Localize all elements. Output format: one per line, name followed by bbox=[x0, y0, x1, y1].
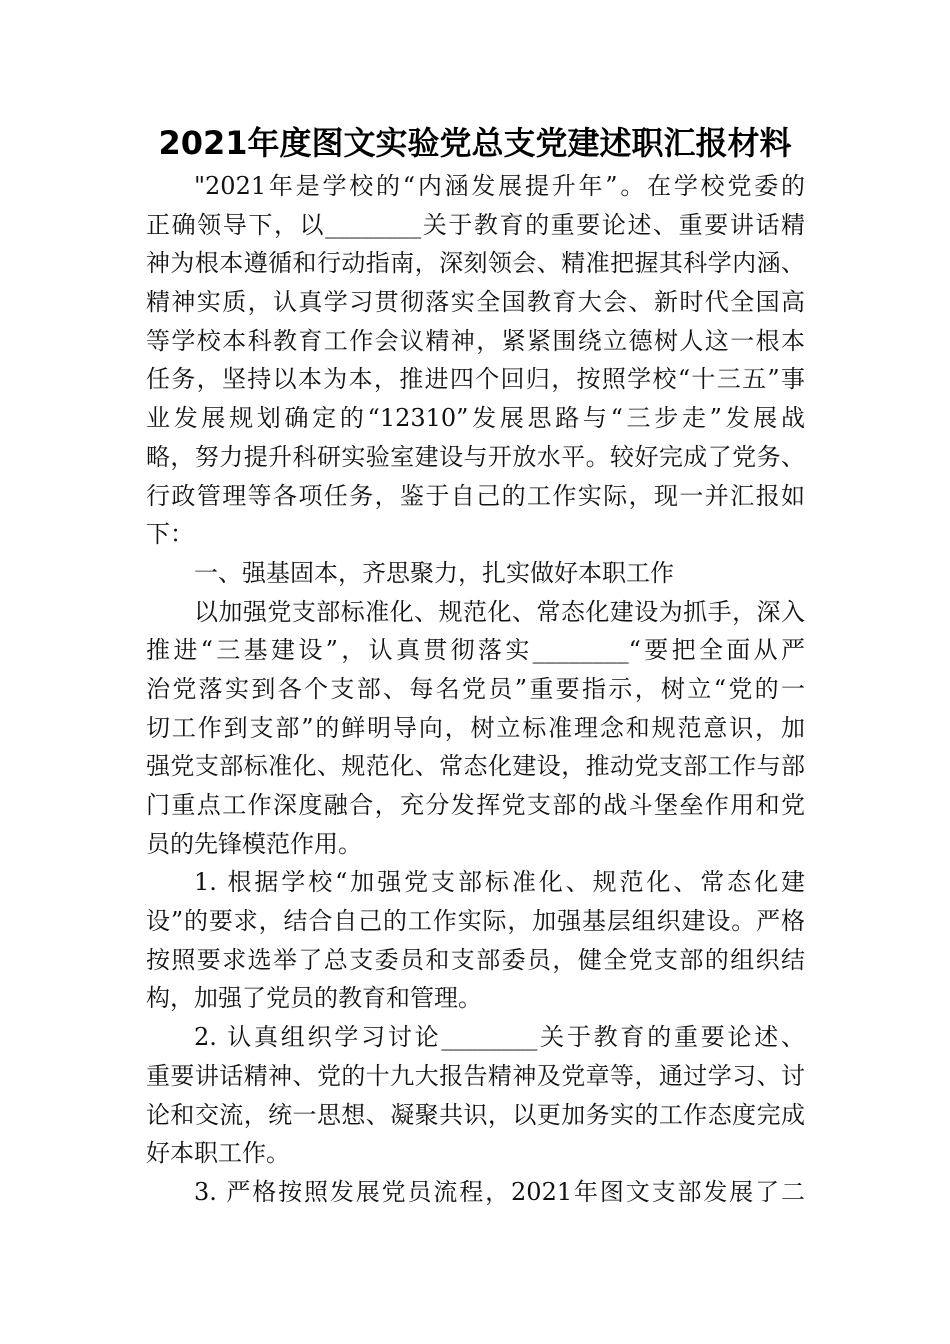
text-line: 以加强党支部标准化、规范化、常态化建设为抓手，深入 bbox=[194, 597, 805, 626]
text-line: 2. 认真组织学习讨论________关于教育的重要论述、 bbox=[194, 1023, 805, 1052]
text-line: 行政管理等各项任务，鉴于自己的工作实际，现一并汇报如 bbox=[146, 481, 805, 510]
text-line: 按照要求选举了总支委员和支部委员，健全党支部的组织结 bbox=[146, 945, 805, 974]
text-line: 1. 根据学校“加强党支部标准化、规范化、常态化建 bbox=[194, 868, 805, 897]
text-line: 构，加强了党员的教育和管理。 bbox=[146, 984, 482, 1013]
text-line: 论和交流，统一思想、凝聚共识，以更加务实的工作态度完成 bbox=[146, 1100, 805, 1129]
text-line: 略，努力提升科研实验室建设与开放水平。较好完成了党务、 bbox=[146, 442, 805, 471]
text-line: 推进“三基建设”，认真贯彻落实________“要把全面从严 bbox=[146, 636, 805, 665]
text-line: 重要讲话精神、党的十九大报告精神及党章等，通过学习、讨 bbox=[146, 1061, 805, 1090]
text-line: 一、强基固本，齐思聚力，扎实做好本职工作 bbox=[194, 558, 674, 587]
document-title: 2021年度图文实验党总支党建述职汇报材料 bbox=[158, 124, 792, 162]
text-line: 好本职工作。 bbox=[146, 1139, 290, 1168]
text-line: 设”的要求，结合自己的工作实际，加强基层组织建设。严格 bbox=[146, 907, 805, 936]
document-body bbox=[146, 167, 805, 1212]
text-line: 正确领导下，以________关于教育的重要论述、重要讲话精 bbox=[146, 210, 805, 239]
text-line: 切工作到支部”的鲜明导向，树立标准理念和规范意识，加 bbox=[146, 713, 805, 742]
text-line: 神为根本遵循和行动指南，深刻领会、精准把握其科学内涵、 bbox=[146, 249, 805, 278]
text-line: "2021年是学校的“内涵发展提升年”。在学校党委的 bbox=[194, 172, 805, 200]
text-line: 下： bbox=[146, 520, 194, 549]
text-line: 精神实质，认真学习贯彻落实全国教育大会、新时代全国高 bbox=[146, 288, 805, 317]
text-line: 治党落实到各个支部、每名党员”重要指示，树立“党的一 bbox=[146, 674, 805, 703]
text-line: 3. 严格按照发展党员流程，2021年图文支部发展了二 bbox=[194, 1177, 805, 1206]
text-line: 强党支部标准化、规范化、常态化建设，推动党支部工作与部 bbox=[146, 752, 805, 781]
text-line: 等学校本科教育工作会议精神，紧紧围绕立德树人这一根本 bbox=[146, 326, 805, 355]
text-line: 业发展规划确定的“12310”发展思路与“三步走”发展战 bbox=[146, 404, 805, 433]
text-line: 任务，坚持以本为本，推进四个回归，按照学校“十三五”事 bbox=[146, 365, 805, 394]
text-line: 员的先锋模范作用。 bbox=[146, 829, 362, 858]
text-line: 门重点工作深度融合，充分发挥党支部的战斗堡垒作用和党 bbox=[146, 791, 805, 819]
